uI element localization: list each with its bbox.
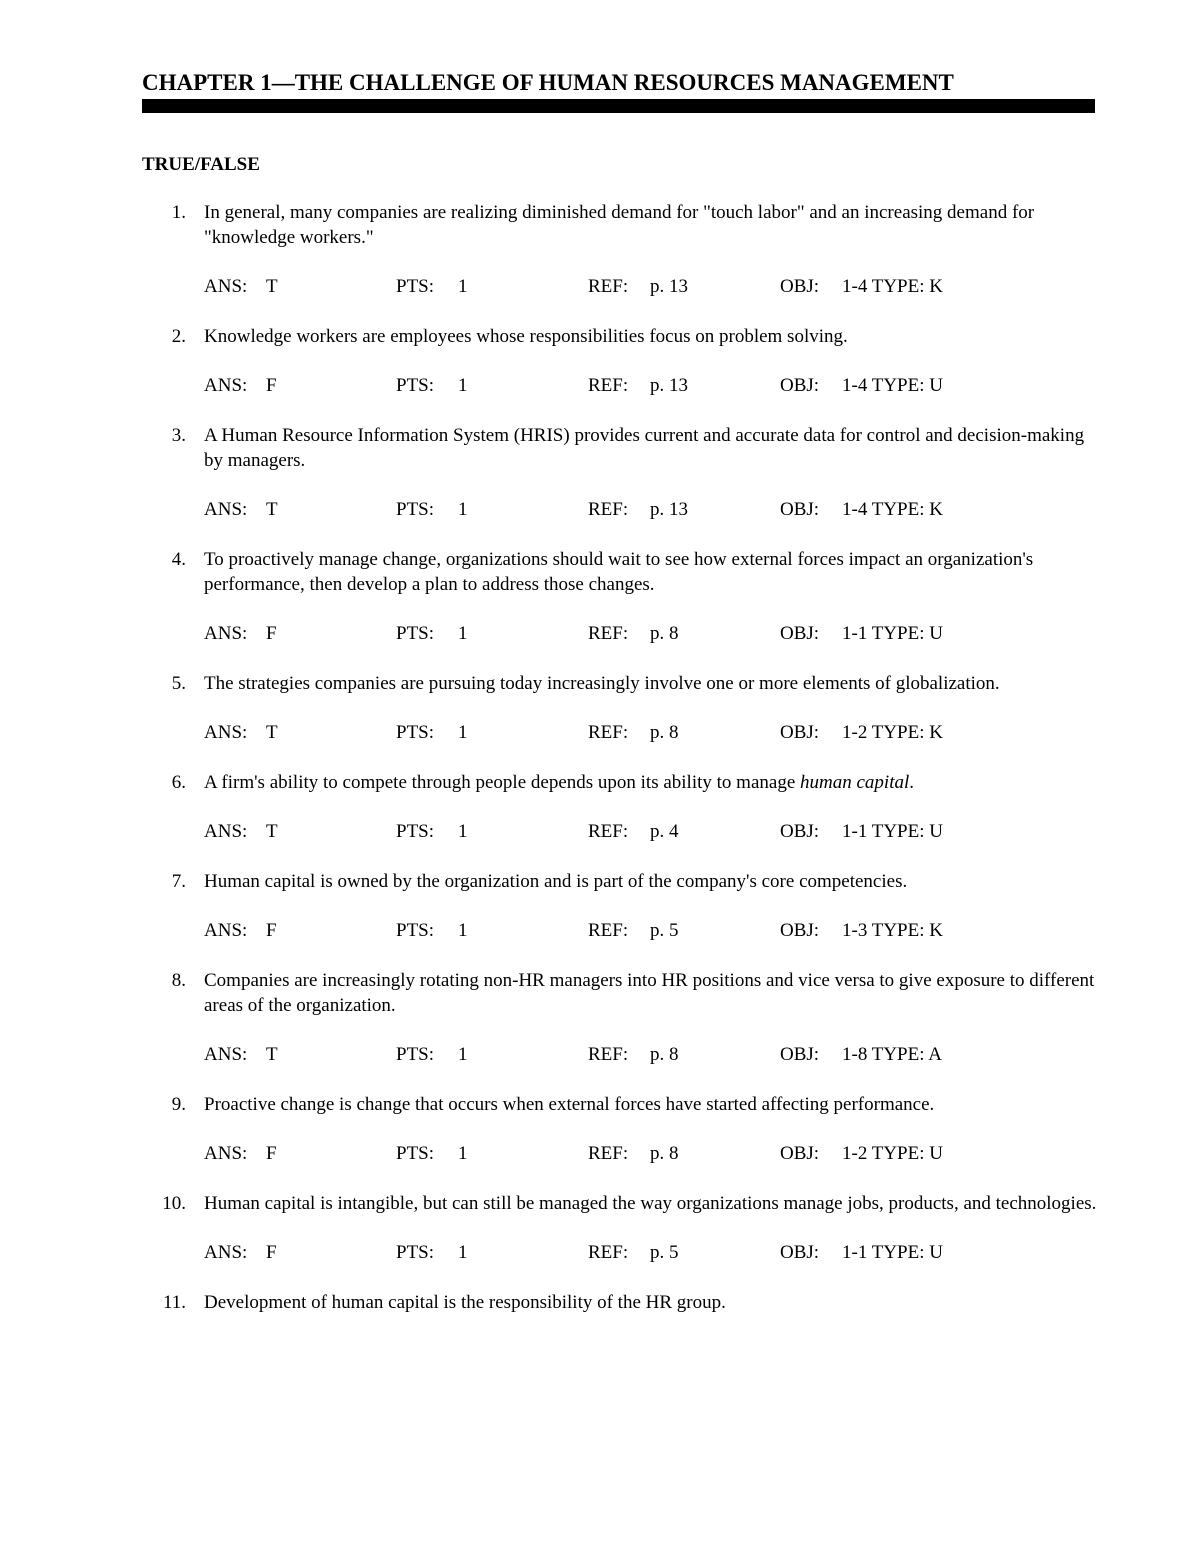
pts-value: 1 bbox=[458, 623, 468, 644]
ans-value: F bbox=[266, 375, 277, 396]
obj-label: OBJ: bbox=[780, 499, 820, 520]
pts-label: PTS: bbox=[396, 375, 435, 396]
ref-value: p. 4 bbox=[650, 821, 679, 842]
question-number: 8. bbox=[171, 970, 186, 991]
obj-label: OBJ: bbox=[780, 623, 820, 644]
pts-value: 1 bbox=[458, 1242, 468, 1263]
answer-row bbox=[204, 1042, 1102, 1067]
question-item bbox=[142, 547, 1102, 671]
ref-value: p. 8 bbox=[650, 623, 679, 644]
obj-label: OBJ: bbox=[780, 1143, 820, 1164]
obj-value: 1-1 TYPE: U bbox=[842, 821, 943, 842]
obj-value: 1-1 TYPE: U bbox=[842, 1242, 943, 1263]
question-text bbox=[204, 772, 914, 793]
question-text-end: . bbox=[909, 772, 915, 793]
question-number: 6. bbox=[171, 772, 186, 793]
question-text: Human capital is intangible, but can still be managed the way organizations manage jobs, products, and technologies. bbox=[204, 1193, 1097, 1214]
question-item bbox=[142, 200, 1102, 324]
chapter-title: CHAPTER 1—THE CHALLENGE OF HUMAN RESOURCES MANAGEMENT bbox=[142, 70, 954, 95]
pts-value: 1 bbox=[458, 1143, 468, 1164]
ans-label: ANS: bbox=[204, 499, 248, 520]
ans-label: ANS: bbox=[204, 722, 248, 743]
ans-label: ANS: bbox=[204, 821, 248, 842]
obj-label: OBJ: bbox=[780, 375, 820, 396]
question-item bbox=[142, 869, 1102, 968]
question-number: 4. bbox=[171, 549, 186, 570]
ans-value: F bbox=[266, 920, 277, 941]
question-list bbox=[142, 200, 1102, 1315]
ans-value: T bbox=[266, 722, 278, 743]
answer-row bbox=[204, 720, 1102, 745]
obj-value: 1-4 TYPE: K bbox=[842, 499, 943, 520]
ans-value: T bbox=[266, 821, 278, 842]
answer-row bbox=[204, 373, 1102, 398]
pts-value: 1 bbox=[458, 920, 468, 941]
question-item bbox=[142, 324, 1102, 423]
ref-value: p. 13 bbox=[650, 499, 688, 520]
question-item bbox=[142, 423, 1102, 547]
ref-label: REF: bbox=[588, 1242, 629, 1263]
pts-value: 1 bbox=[458, 1044, 468, 1065]
question-text: Development of human capital is the responsibility of the HR group. bbox=[204, 1292, 726, 1313]
question-text: Companies are increasingly rotating non-HR managers into HR positions and vice versa to give exposure to different areas of the organization. bbox=[204, 970, 1095, 1016]
question-number: 11. bbox=[162, 1292, 186, 1313]
question-item bbox=[142, 770, 1102, 869]
pts-value: 1 bbox=[458, 499, 468, 520]
ans-value: F bbox=[266, 1242, 277, 1263]
question-text: Human capital is owned by the organization and is part of the company's core competencies. bbox=[204, 871, 908, 892]
obj-label: OBJ: bbox=[780, 920, 820, 941]
pts-label: PTS: bbox=[396, 623, 435, 644]
ans-label: ANS: bbox=[204, 375, 248, 396]
ans-label: ANS: bbox=[204, 1143, 248, 1164]
ref-label: REF: bbox=[588, 821, 629, 842]
question-number: 2. bbox=[171, 326, 186, 347]
ans-label: ANS: bbox=[204, 1044, 248, 1065]
obj-label: OBJ: bbox=[780, 276, 820, 297]
obj-label: OBJ: bbox=[780, 1242, 820, 1263]
question-number: 5. bbox=[171, 673, 186, 694]
obj-value: 1-1 TYPE: U bbox=[842, 623, 943, 644]
question-text: To proactively manage change, organizations should wait to see how external forces impact an organization's performance, then develop a plan to address those changes. bbox=[204, 549, 1034, 595]
ref-value: p. 13 bbox=[650, 375, 688, 396]
ans-value: F bbox=[266, 623, 277, 644]
pts-value: 1 bbox=[458, 722, 468, 743]
question-number: 7. bbox=[171, 871, 186, 892]
question-text: A Human Resource Information System (HRIS) provides current and accurate data for control and decision-making by managers. bbox=[204, 425, 1085, 471]
question-number: 3. bbox=[171, 425, 186, 446]
ref-value: p. 5 bbox=[650, 1242, 679, 1263]
question-text-italic: human capital bbox=[800, 772, 910, 793]
answer-row bbox=[204, 1141, 1102, 1166]
obj-value: 1-2 TYPE: U bbox=[842, 1143, 943, 1164]
ref-label: REF: bbox=[588, 375, 629, 396]
ref-label: REF: bbox=[588, 623, 629, 644]
ref-label: REF: bbox=[588, 276, 629, 297]
pts-label: PTS: bbox=[396, 1044, 435, 1065]
question-item bbox=[142, 671, 1102, 770]
pts-label: PTS: bbox=[396, 499, 435, 520]
pts-label: PTS: bbox=[396, 1143, 435, 1164]
pts-value: 1 bbox=[458, 821, 468, 842]
question-text-start: A firm's ability to compete through people depends upon its ability to manage bbox=[204, 772, 801, 793]
pts-label: PTS: bbox=[396, 276, 435, 297]
pts-label: PTS: bbox=[396, 1242, 435, 1263]
ans-label: ANS: bbox=[204, 920, 248, 941]
ref-value: p. 8 bbox=[650, 1143, 679, 1164]
question-number: 10. bbox=[162, 1193, 186, 1214]
ref-label: REF: bbox=[588, 499, 629, 520]
answer-row bbox=[204, 274, 1102, 299]
ref-label: REF: bbox=[588, 722, 629, 743]
ref-label: REF: bbox=[588, 920, 629, 941]
ans-label: ANS: bbox=[204, 623, 248, 644]
obj-label: OBJ: bbox=[780, 821, 820, 842]
ref-value: p. 5 bbox=[650, 920, 679, 941]
obj-value: 1-4 TYPE: U bbox=[842, 375, 943, 396]
question-item bbox=[142, 1092, 1102, 1191]
obj-label: OBJ: bbox=[780, 1044, 820, 1065]
answer-row bbox=[204, 497, 1102, 522]
ans-value: F bbox=[266, 1143, 277, 1164]
question-number: 9. bbox=[171, 1094, 186, 1115]
ans-value: T bbox=[266, 499, 278, 520]
obj-value: 1-4 TYPE: K bbox=[842, 276, 943, 297]
pts-label: PTS: bbox=[396, 920, 435, 941]
question-item bbox=[142, 968, 1102, 1092]
question-number: 1. bbox=[171, 202, 186, 223]
question-text: Knowledge workers are employees whose responsibilities focus on problem solving. bbox=[204, 326, 848, 347]
title-rule bbox=[142, 99, 1095, 113]
answer-row bbox=[204, 918, 1102, 943]
obj-label: OBJ: bbox=[780, 722, 820, 743]
ref-label: REF: bbox=[588, 1143, 629, 1164]
obj-value: 1-8 TYPE: A bbox=[842, 1044, 942, 1065]
pts-label: PTS: bbox=[396, 821, 435, 842]
question-item bbox=[142, 1290, 1102, 1315]
pts-label: PTS: bbox=[396, 722, 435, 743]
ans-value: T bbox=[266, 1044, 278, 1065]
ref-value: p. 13 bbox=[650, 276, 688, 297]
obj-value: 1-3 TYPE: K bbox=[842, 920, 943, 941]
ref-value: p. 8 bbox=[650, 722, 679, 743]
ans-label: ANS: bbox=[204, 1242, 248, 1263]
question-text: The strategies companies are pursuing today increasingly involve one or more elements of globalization. bbox=[204, 673, 1000, 694]
pts-value: 1 bbox=[458, 276, 468, 297]
question-item bbox=[142, 1191, 1102, 1290]
answer-row bbox=[204, 1240, 1102, 1265]
section-heading: TRUE/FALSE bbox=[142, 154, 260, 175]
ref-value: p. 8 bbox=[650, 1044, 679, 1065]
pts-value: 1 bbox=[458, 375, 468, 396]
ref-label: REF: bbox=[588, 1044, 629, 1065]
ans-value: T bbox=[266, 276, 278, 297]
question-text: Proactive change is change that occurs when external forces have started affecting performance. bbox=[204, 1094, 935, 1115]
obj-value: 1-2 TYPE: K bbox=[842, 722, 943, 743]
answer-row bbox=[204, 621, 1102, 646]
ans-label: ANS: bbox=[204, 276, 248, 297]
question-text: In general, many companies are realizing diminished demand for "touch labor" and an increasing demand for "knowledge workers." bbox=[204, 202, 1035, 248]
answer-row bbox=[204, 819, 1102, 844]
